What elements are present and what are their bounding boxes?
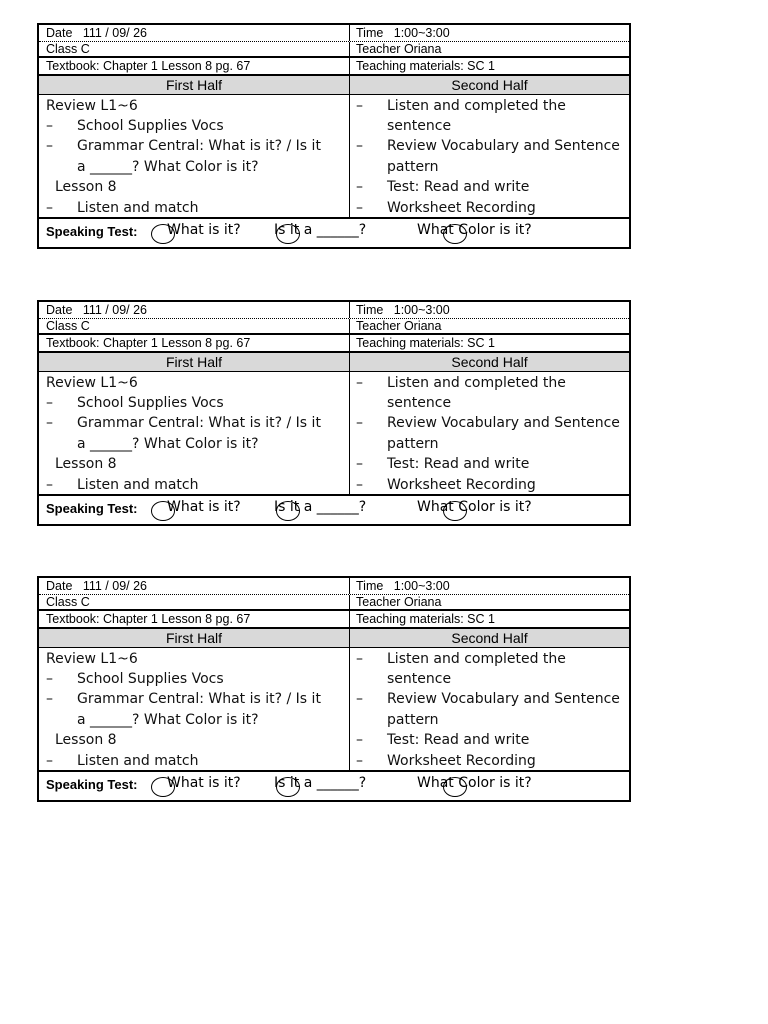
second-half-content: – Listen and completed the sentence – Review Vocabulary and Sentence pattern – Test: Read and write – Worksheet Recording (356, 98, 620, 216)
textbook-row (39, 335, 629, 353)
time-label: Time (356, 26, 384, 40)
materials-cell: Teaching materials: SC 1 (356, 612, 495, 626)
date-cell (39, 578, 350, 594)
textbook-cell: Textbook: Chapter 1 Lesson 8 pg. 67 (39, 58, 350, 74)
circle-mark (443, 777, 467, 797)
content-row (39, 648, 629, 772)
circle-mark (151, 501, 175, 521)
second-half-title: Second Half (451, 630, 528, 646)
materials-cell: Teaching materials: SC 1 (356, 336, 495, 350)
date-time-row (39, 302, 629, 319)
speaking-test-row (39, 219, 629, 247)
lesson-line: Lesson 8 (55, 456, 117, 472)
date-value: 111 / 09/ 26 (82, 26, 148, 40)
date-cell (39, 302, 350, 318)
speaking-question-1: What is it? (167, 775, 241, 791)
date-label: Date (46, 579, 73, 593)
speaking-test-label: Speaking Test: (46, 224, 138, 239)
review-line: Review L1~6 (46, 651, 138, 667)
class-cell: Class C (39, 319, 350, 333)
time-label: Time (356, 303, 384, 317)
second-half-title: Second Half (451, 77, 528, 93)
date-value: 111 / 09/ 26 (82, 579, 148, 593)
lesson-line: Lesson 8 (55, 179, 117, 195)
date-cell (39, 25, 350, 41)
first-half-title: First Half (39, 353, 350, 371)
content-row (39, 372, 629, 496)
first-half-title: First Half (39, 629, 350, 647)
teacher-cell: Teacher Oriana (356, 595, 442, 609)
speaking-question-2: Is it a ______? (274, 775, 367, 791)
first-half-content: Review L1~6 – School Supplies Vocs – Grammar Central: What is it? / Is it a ______? What Color is it? Lesson 8 – Listen and match (39, 648, 350, 770)
review-line: Review L1~6 (46, 98, 138, 114)
lesson-plan-card-2 (37, 300, 631, 526)
speaking-test-label: Speaking Test: (46, 501, 138, 516)
time-value: 1:00~3:00 (393, 579, 450, 593)
lesson-plan-card-1 (37, 23, 631, 249)
textbook-row (39, 611, 629, 629)
speaking-question-2: Is it a ______? (274, 499, 367, 515)
review-line: Review L1~6 (46, 375, 138, 391)
date-time-row (39, 25, 629, 42)
date-value: 111 / 09/ 26 (82, 303, 148, 317)
class-cell: Class C (39, 595, 350, 609)
speaking-test-row (39, 772, 629, 800)
circle-mark (151, 224, 175, 244)
speaking-question-1: What is it? (167, 222, 241, 238)
first-half-content: Review L1~6 – School Supplies Vocs – Grammar Central: What is it? / Is it a ______? What Color is it? Lesson 8 – Listen and match (39, 372, 350, 494)
time-value: 1:00~3:00 (393, 26, 450, 40)
textbook-cell: Textbook: Chapter 1 Lesson 8 pg. 67 (39, 611, 350, 627)
second-half-content: – Listen and completed the sentence – Review Vocabulary and Sentence pattern – Test: Read and write – Worksheet Recording (356, 651, 620, 769)
second-half-content: – Listen and completed the sentence – Review Vocabulary and Sentence pattern – Test: Read and write – Worksheet Recording (356, 375, 620, 493)
class-teacher-row (39, 319, 629, 335)
speaking-question-3: What Color is it? (417, 499, 532, 515)
time-label: Time (356, 579, 384, 593)
content-row (39, 95, 629, 219)
materials-cell: Teaching materials: SC 1 (356, 59, 495, 73)
circle-mark (443, 224, 467, 244)
lesson-line: Lesson 8 (55, 732, 117, 748)
date-label: Date (46, 303, 73, 317)
speaking-question-3: What Color is it? (417, 775, 532, 791)
speaking-test-row (39, 496, 629, 524)
date-label: Date (46, 26, 73, 40)
second-half-title: Second Half (451, 354, 528, 370)
half-header-row (39, 353, 629, 372)
textbook-cell: Textbook: Chapter 1 Lesson 8 pg. 67 (39, 335, 350, 351)
date-time-row (39, 578, 629, 595)
teacher-cell: Teacher Oriana (356, 42, 442, 56)
class-teacher-row (39, 595, 629, 611)
textbook-row (39, 58, 629, 76)
time-cell (350, 578, 629, 594)
teacher-cell: Teacher Oriana (356, 319, 442, 333)
half-header-row (39, 629, 629, 648)
circle-mark (276, 501, 300, 521)
time-cell (350, 25, 629, 41)
speaking-test-label: Speaking Test: (46, 777, 138, 792)
class-cell: Class C (39, 42, 350, 56)
circle-mark (276, 224, 300, 244)
class-teacher-row (39, 42, 629, 58)
lesson-plan-card-3 (37, 576, 631, 802)
speaking-question-3: What Color is it? (417, 222, 532, 238)
time-value: 1:00~3:00 (393, 303, 450, 317)
speaking-question-1: What is it? (167, 499, 241, 515)
first-half-title: First Half (39, 76, 350, 94)
circle-mark (443, 501, 467, 521)
time-cell (350, 302, 629, 318)
circle-mark (151, 777, 175, 797)
first-half-content: Review L1~6 – School Supplies Vocs – Grammar Central: What is it? / Is it a ______? What Color is it? Lesson 8 – Listen and match (39, 95, 350, 217)
half-header-row (39, 76, 629, 95)
speaking-question-2: Is it a ______? (274, 222, 367, 238)
circle-mark (276, 777, 300, 797)
